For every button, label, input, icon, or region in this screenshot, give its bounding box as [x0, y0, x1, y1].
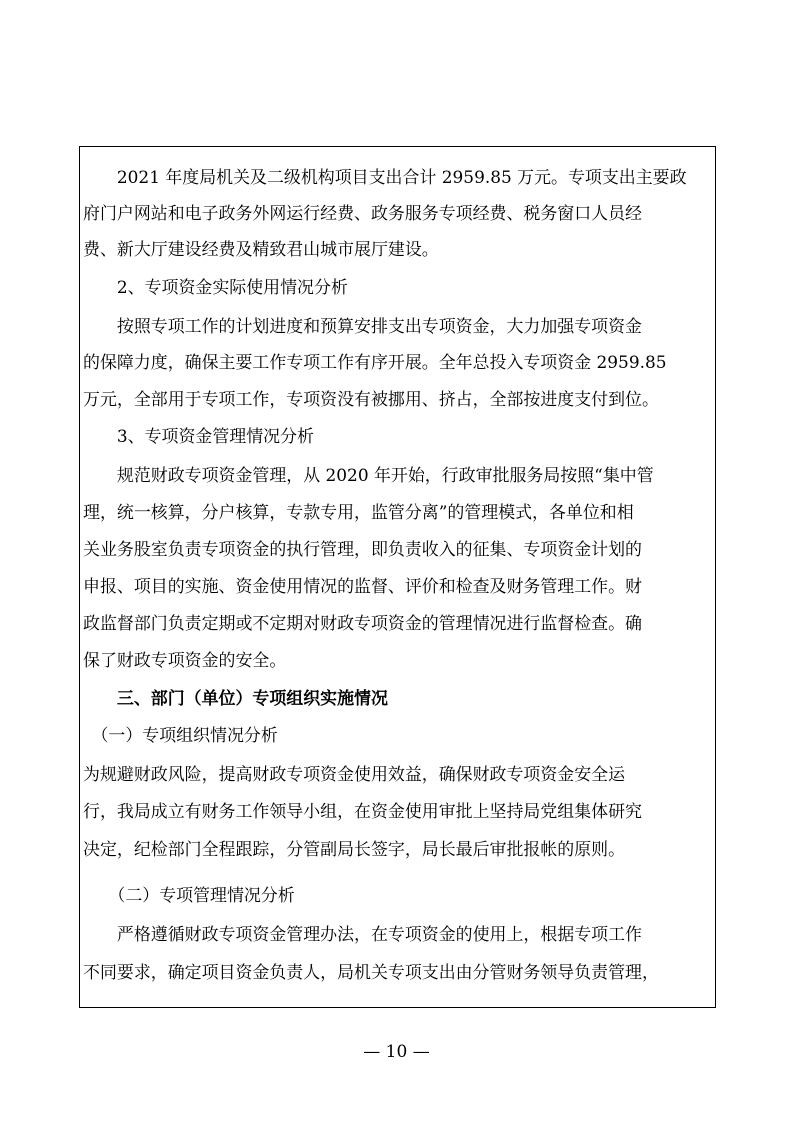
section-subheading: 3、专项资金管理情况分析	[83, 426, 314, 446]
paragraph-line: 规范财政专项资金管理，从 2020 年开始，行政审批服务局按照“集中管	[83, 465, 654, 485]
section-subheading: （一）专项组织情况分析	[83, 725, 278, 745]
page-number: — 10 —	[363, 1042, 430, 1062]
paragraph-line: 政监督部门负责定期或不定期对财政专项资金的管理情况进行监督检查。确	[83, 613, 642, 633]
paragraph-line: 严格遵循财政专项资金管理办法，在专项资金的使用上，根据专项工作	[83, 924, 642, 944]
paragraph-line: 关业务股室负责专项资金的执行管理，即负责收入的征集、专项资金计划的	[83, 539, 642, 559]
paragraph-line: 府门户网站和电子政务外网运行经费、政务服务专项经费、税务窗口人员经	[83, 203, 642, 223]
section-subheading: 2、专项资金实际使用情况分析	[83, 277, 348, 297]
paragraph-line: 理，统一核算，分户核算，专款专用，监管分离”的管理模式，各单位和相	[83, 502, 634, 522]
paragraph-line: 决定，纪检部门全程跟踪，分管副局长签字，局长最后审批报帐的原则。	[83, 839, 625, 859]
paragraph-line: 行，我局成立有财务工作领导小组，在资金使用审批上坚持局党组集体研究	[83, 801, 642, 821]
section-subheading: （二）专项管理情况分析	[83, 885, 295, 905]
paragraph-line: 为规避财政风险，提高财政专项资金使用效益，确保财政专项资金安全运	[83, 764, 625, 784]
paragraph-line: 保了财政专项资金的安全。	[83, 650, 287, 670]
paragraph-line: 的保障力度，确保主要工作专项工作有序开展。全年总投入专项资金 2959.85	[83, 352, 667, 372]
section-heading: 三、部门（单位）专项组织实施情况	[83, 688, 388, 708]
paragraph-line: 费、新大厅建设经费及精致君山城市展厅建设。	[83, 239, 439, 259]
paragraph-line: 万元，全部用于专项工作，专项资没有被挪用、挤占，全部按进度支付到位。	[83, 389, 659, 409]
paragraph-line: 申报、项目的实施、资金使用情况的监督、评价和检查及财务管理工作。财	[83, 576, 642, 596]
paragraph-line: 不同要求，确定项目资金负责人，局机关专项支出由分管财务领导负责管理，	[83, 962, 659, 982]
paragraph-line: 2021 年度局机关及二级机构项目支出合计 2959.85 万元。专项支出主要政	[83, 167, 687, 187]
paragraph-line: 按照专项工作的计划进度和预算安排支出专项资金，大力加强专项资金	[83, 316, 642, 336]
